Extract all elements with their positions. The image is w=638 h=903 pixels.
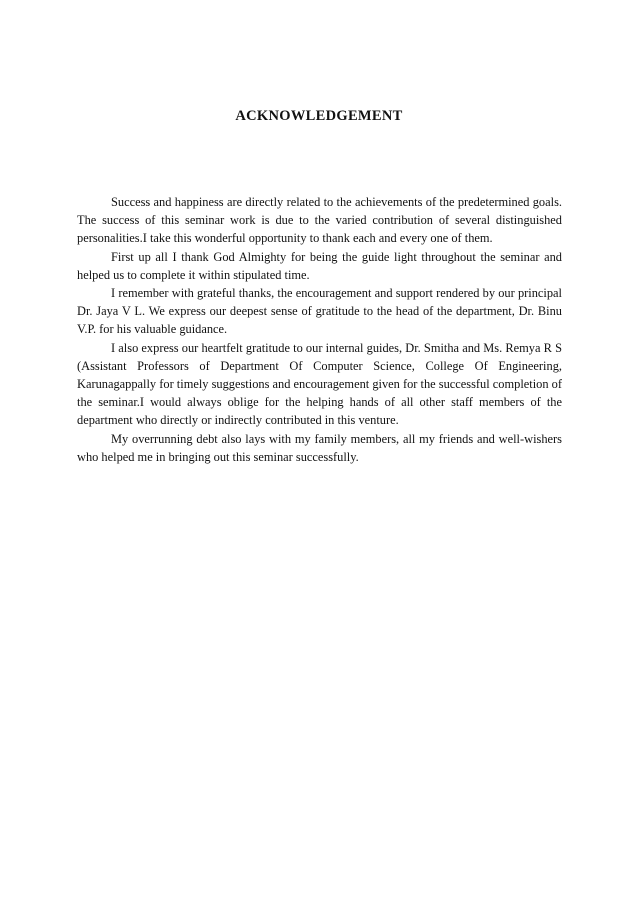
page-title: ACKNOWLEDGEMENT — [235, 108, 403, 124]
paragraph-guides: I also express our heartfelt gratitude to our internal guides, Dr. Smitha and Ms. Remya R S (Assistant Professors of Department Of Computer Science, College Of Engineering, Karunagappally for timely suggestions and encouragement given for the successful completion of the seminar.I would always oblige for the helping hands of all other staff members of the department who directly or indirectly contributed in this venture. — [77, 340, 562, 428]
paragraph-family: My overrunning debt also lays with my family members, all my friends and well-wishers who helped me in bringing out this seminar successfully. — [77, 431, 562, 464]
paragraph-principal: I remember with grateful thanks, the encouragement and support rendered by our principal Dr. Jaya V L. We express our deepest sense of gratitude to the head of the department, Dr. Binu V.P. for his valuable guidance. — [77, 286, 562, 337]
acknowledgement-body — [77, 193, 562, 466]
paragraph-intro: Success and happiness are directly related to the achievements of the predetermined goals. The success of this seminar work is due to the varied contribution of several distinguished personalities.I take this wonderful opportunity to thank each and every one of them. — [77, 195, 562, 246]
paragraph-god: First up all I thank God Almighty for being the guide light throughout the seminar and helped us to complete it within stipulated time. — [77, 249, 562, 282]
